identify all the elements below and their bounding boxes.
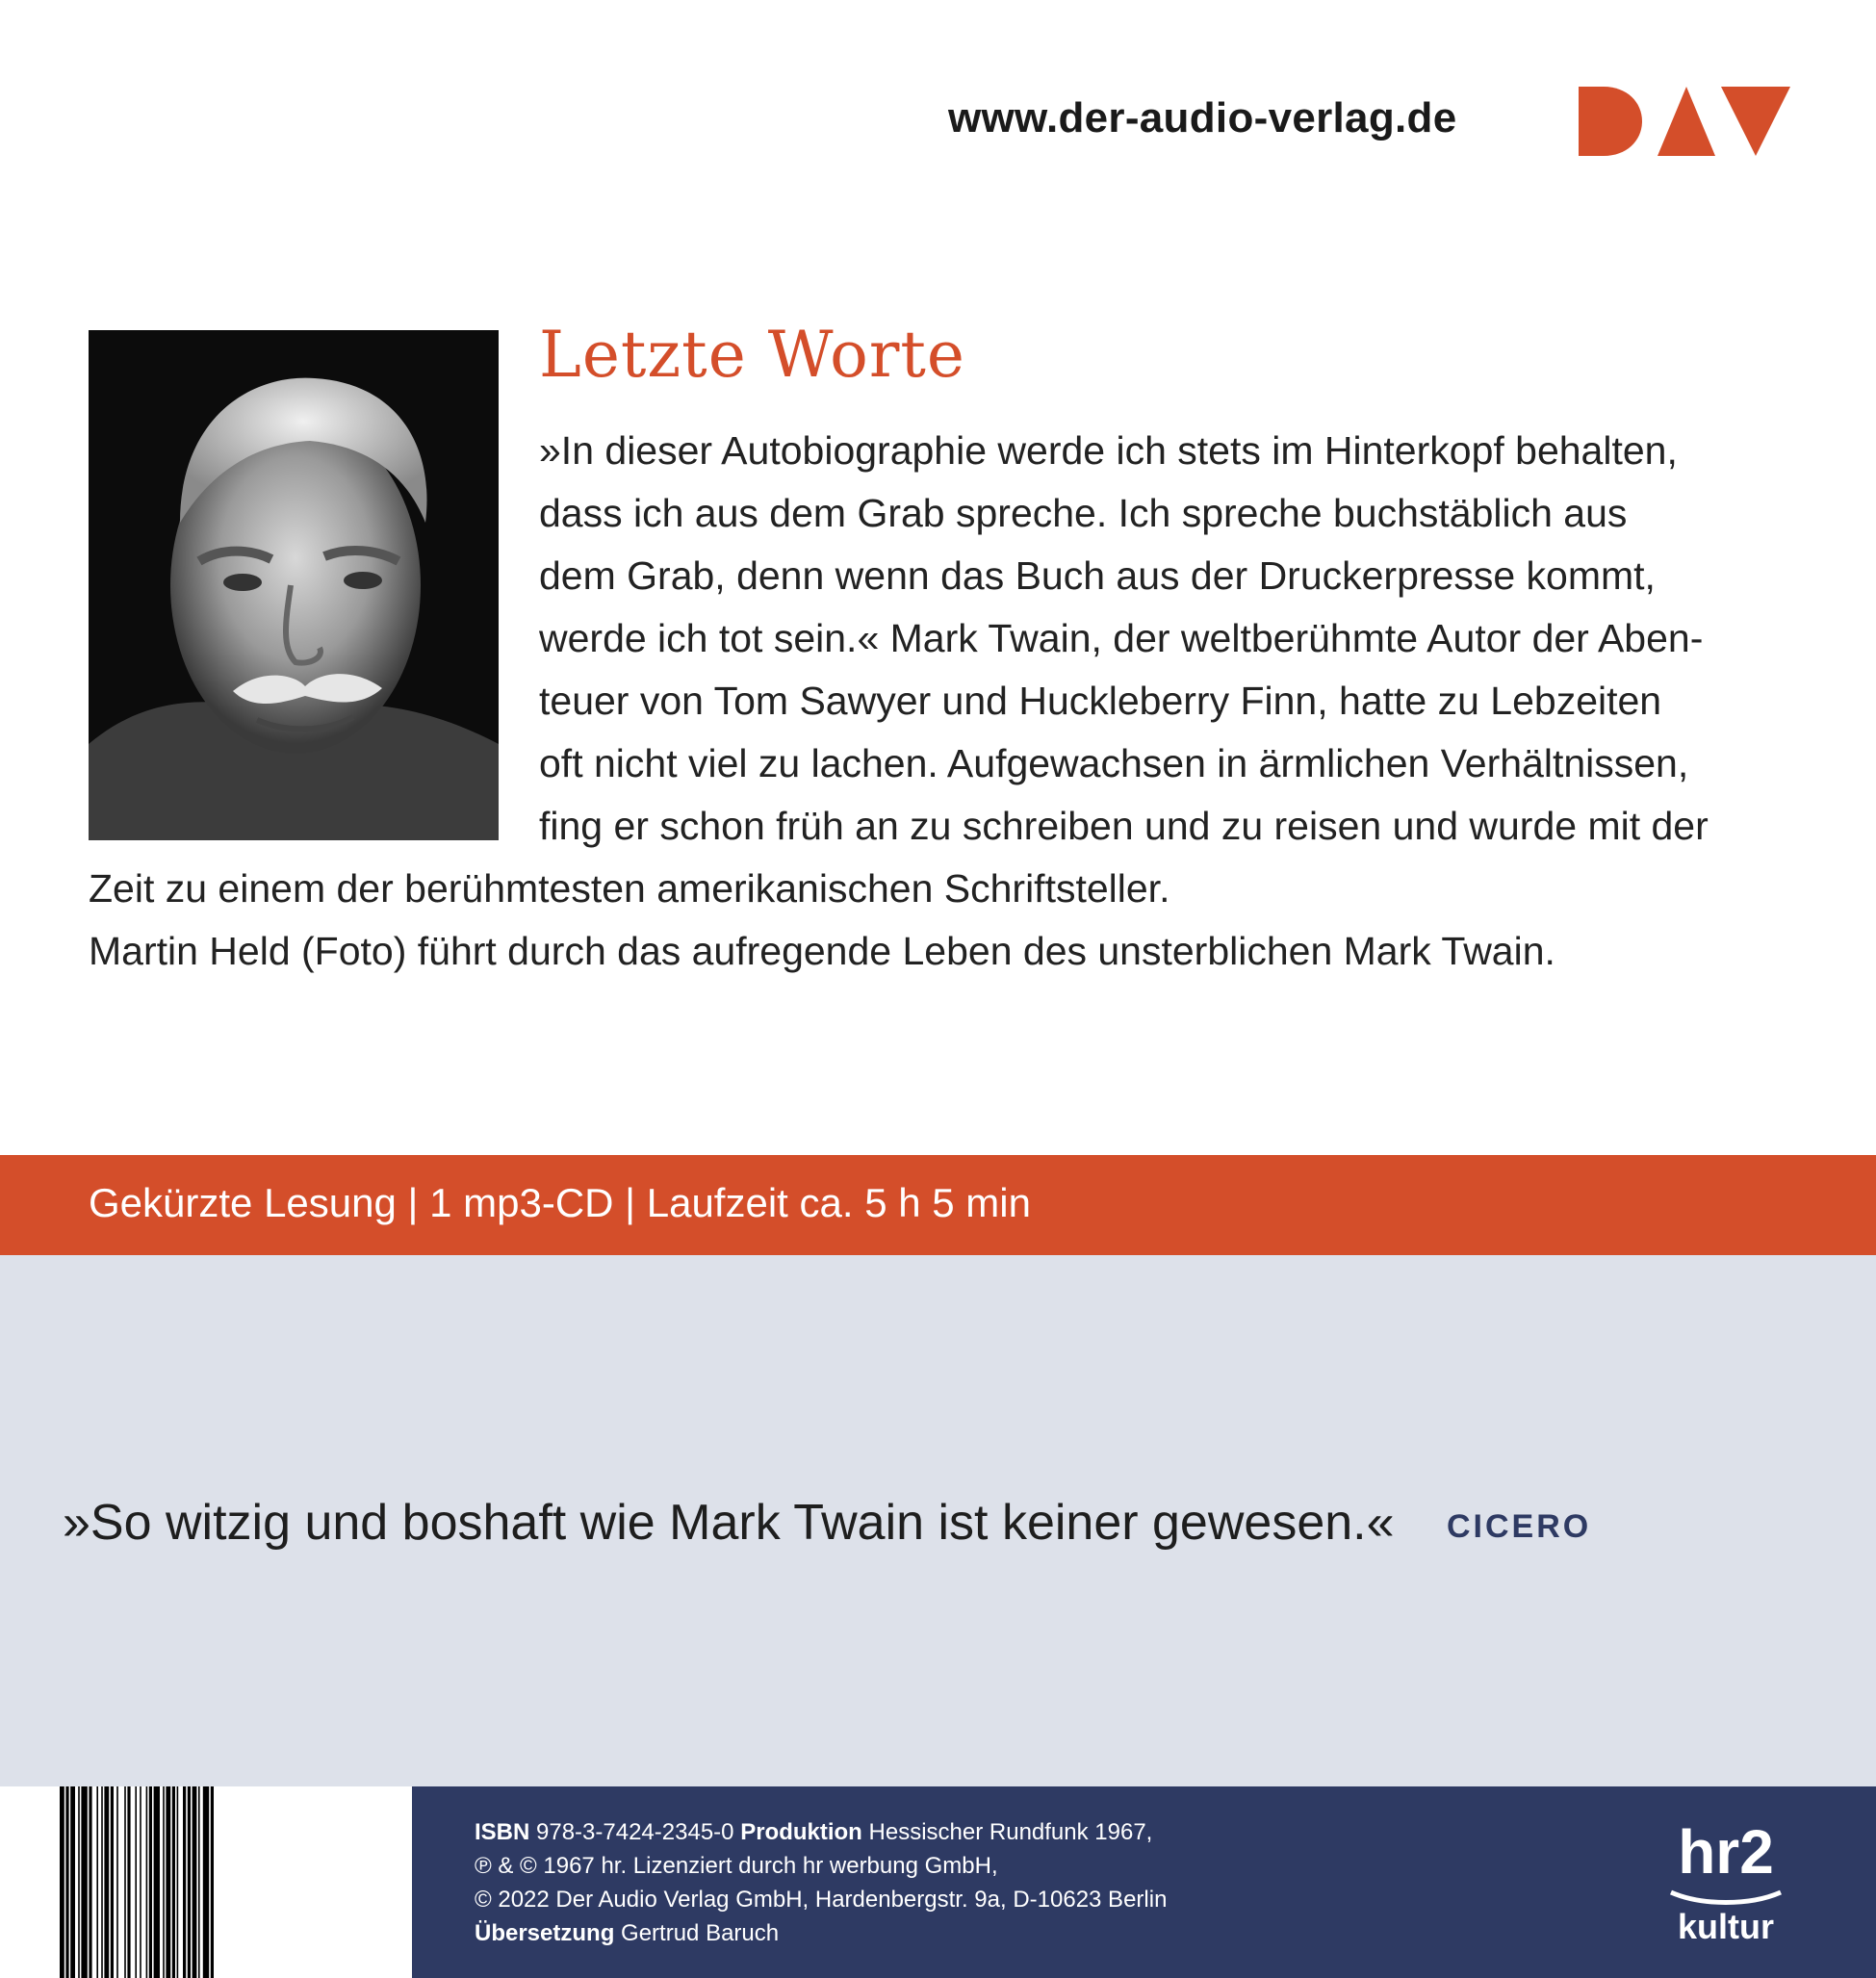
description-line: Zeit zu einem der berühmtesten amerikanischen Schriftsteller. [89, 866, 1170, 911]
publisher-url[interactable]: www.der-audio-verlag.de [948, 94, 1457, 141]
description-line: fing er schon früh an zu schreiben und zu reisen und wurde mit der [539, 804, 1709, 848]
narrator-line: Martin Held (Foto) führt durch das aufregende Leben des unsterblichen Mark Twain. [89, 929, 1555, 973]
production-value: Hessischer Rundfunk 1967, [868, 1819, 1153, 1845]
dav-logo [1579, 87, 1790, 156]
barcode-bar [96, 1786, 98, 1978]
translator-name: Gertrud Baruch [621, 1920, 780, 1946]
barcode-bar [154, 1786, 160, 1978]
description-text [539, 420, 1709, 858]
barcode-bar [183, 1786, 186, 1978]
barcode-bar [193, 1786, 197, 1978]
credits-footer [412, 1786, 1876, 1978]
barcode-bar [78, 1786, 80, 1978]
production-label: Produktion [740, 1819, 862, 1845]
barcode [60, 1786, 347, 1978]
barcode-bar [111, 1786, 114, 1978]
rights-line: ℗ & © 1967 hr. Lizenziert durch hr werbung GmbH, [475, 1853, 998, 1879]
barcode-bar [146, 1786, 148, 1978]
barcode-bar [177, 1786, 179, 1978]
description-line: dem Grab, denn wenn das Buch aus der Druckerpresse kommt, [539, 553, 1656, 598]
barcode-bar [60, 1786, 64, 1978]
barcode-bar [172, 1786, 175, 1978]
barcode-bar [140, 1786, 141, 1978]
isbn-value: 978-3-7424-2345-0 [536, 1819, 734, 1845]
barcode-bar [188, 1786, 191, 1978]
description-text-continued [89, 858, 1555, 983]
barcode-bar [135, 1786, 137, 1978]
isbn-label: ISBN [475, 1819, 530, 1845]
product-info-text: Gekürzte Lesung | 1 mp3-CD | Laufzeit ca. 5 h 5 min [89, 1180, 1031, 1225]
barcode-bar [89, 1786, 91, 1978]
barcode-bar [101, 1786, 103, 1978]
description-line: oft nicht viel zu lachen. Aufgewachsen in ärmlichen Verhältnissen, [539, 741, 1689, 785]
barcode-bar [203, 1786, 209, 1978]
description-line: teuer von Tom Sawyer und Huckleberry Finn, hatte zu Lebzeiten [539, 679, 1662, 723]
barcode-bar [166, 1786, 170, 1978]
hr2-logo-sub: kultur [1677, 1907, 1775, 1946]
barcode-bar [81, 1786, 87, 1978]
description-line: werde ich tot sein.« Mark Twain, der weltberühmte Autor der Aben- [539, 616, 1704, 660]
credits-line-isbn [475, 1815, 1167, 1849]
barcode-bar [127, 1786, 130, 1978]
description-line: dass ich aus dem Grab spreche. Ich spreche buchstäblich aus [539, 491, 1628, 535]
review-source: CICERO [1447, 1508, 1592, 1545]
hr2-logo-main: hr2 [1678, 1817, 1774, 1887]
description-line: »In dieser Autobiographie werde ich stets im Hinterkopf behalten, [539, 428, 1678, 473]
credits-line-translation [475, 1916, 1167, 1950]
barcode-bar [116, 1786, 118, 1978]
credits-text [475, 1815, 1167, 1950]
barcode-bar [149, 1786, 152, 1978]
copyright-line: © 2022 Der Audio Verlag GmbH, Hardenbergstr. 9a, D-10623 Berlin [475, 1887, 1168, 1913]
barcode-bar [163, 1786, 165, 1978]
barcode-bar [211, 1786, 214, 1978]
barcode-bar [198, 1786, 200, 1978]
author-photo [89, 330, 499, 840]
barcode-bar [104, 1786, 109, 1978]
barcode-bar [65, 1786, 68, 1978]
review-quote: »So witzig und boshaft wie Mark Twain ist keiner gewesen.« [63, 1495, 1395, 1551]
barcode-bar [124, 1786, 126, 1978]
barcode-bar [70, 1786, 75, 1978]
review-panel [0, 1255, 1876, 1786]
translation-label: Übersetzung [475, 1920, 615, 1946]
book-title: Letzte Worte [539, 318, 965, 392]
product-info-bar [0, 1155, 1876, 1255]
hr2-kultur-logo [1654, 1813, 1798, 1958]
